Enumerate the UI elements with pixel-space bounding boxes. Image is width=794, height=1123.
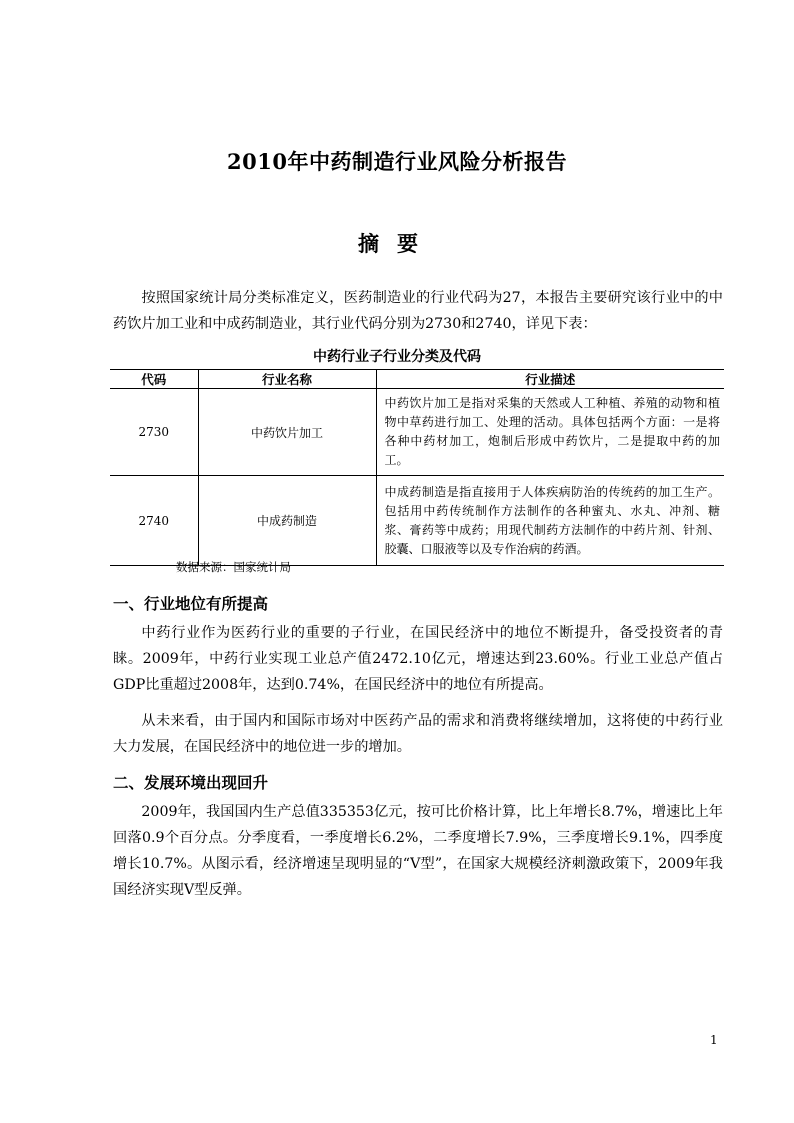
data-source-note: 数据来源：国家统计局 [176,560,291,574]
section1-paragraph-1: 中药行业作为医药行业的重要的子行业，在国民经济中的地位不断提升，备受投资者的青睐。2009年，中药行业实现工业总产值2472.10亿元，增速达到23.60%。行业工业总产值占GDP比重超过2008年，达到0.74%，在国民经济中的地位有所提高。 [113,625,723,693]
header-name: 行业名称 [198,370,376,389]
page-number: 1 [710,1033,718,1047]
cell-code: 2730 [110,389,198,476]
section-heading-2: 二、发展环境出现回升 [113,773,269,792]
table-header-row [110,370,724,389]
cell-description: 中药饮片加工是指对采集的天然或人工种植、养殖的动物和植物中草药进行加工、处理的活动。具体包括两个方面：一是将各种中药材加工，炮制后形成中药饮片，二是提取中药的加工。 [376,389,724,476]
cell-code: 2740 [110,476,198,566]
cell-name: 中成药制造 [198,476,376,566]
section2-paragraph-1: 2009年，我国国内生产总值335353亿元，按可比价格计算，比上年增长8.7%，增速比上年回落0.9个百分点。分季度看，一季度增长6.2%，二季度增长7.9%，三季度增长9.1%，四季度增长10.7%。从图示看，经济增速呈现明显的“V型”，在国家大规模经济刺激政策下，2009年我国经济实现V型反弹。 [113,804,723,898]
intro-paragraph: 按照国家统计局分类标准定义，医药制造业的行业代码为27，本报告主要研究该行业中的中药饮片加工业和中成药制造业，其行业代码分别为2730和2740，详见下表： [113,290,723,332]
report-title: 2010年中药制造行业风险分析报告 [227,149,567,174]
abstract-heading: 摘要 [358,231,436,256]
cell-description: 中成药制造是指直接用于人体疾病防治的传统药的加工生产。包括用中药传统制作方法制作的各种蜜丸、水丸、冲剂、糖浆、膏药等中成药；用现代制药方法制作的中药片剂、针剂、胶囊、口服液等以及专作治病的药酒。 [376,476,724,566]
header-description: 行业描述 [376,370,724,389]
table-row [110,389,724,476]
section1-paragraph-2: 从未来看，由于国内和国际市场对中医药产品的需求和消费将继续增加，这将使的中药行业大力发展，在国民经济中的地位进一步的增加。 [113,713,723,755]
section-heading-1: 一、行业地位有所提高 [113,594,269,613]
header-code: 代码 [110,370,198,389]
table-caption: 中药行业子行业分类及代码 [313,349,481,365]
industry-classification-table [110,369,724,566]
cell-name: 中药饮片加工 [198,389,376,476]
table-row [110,476,724,566]
